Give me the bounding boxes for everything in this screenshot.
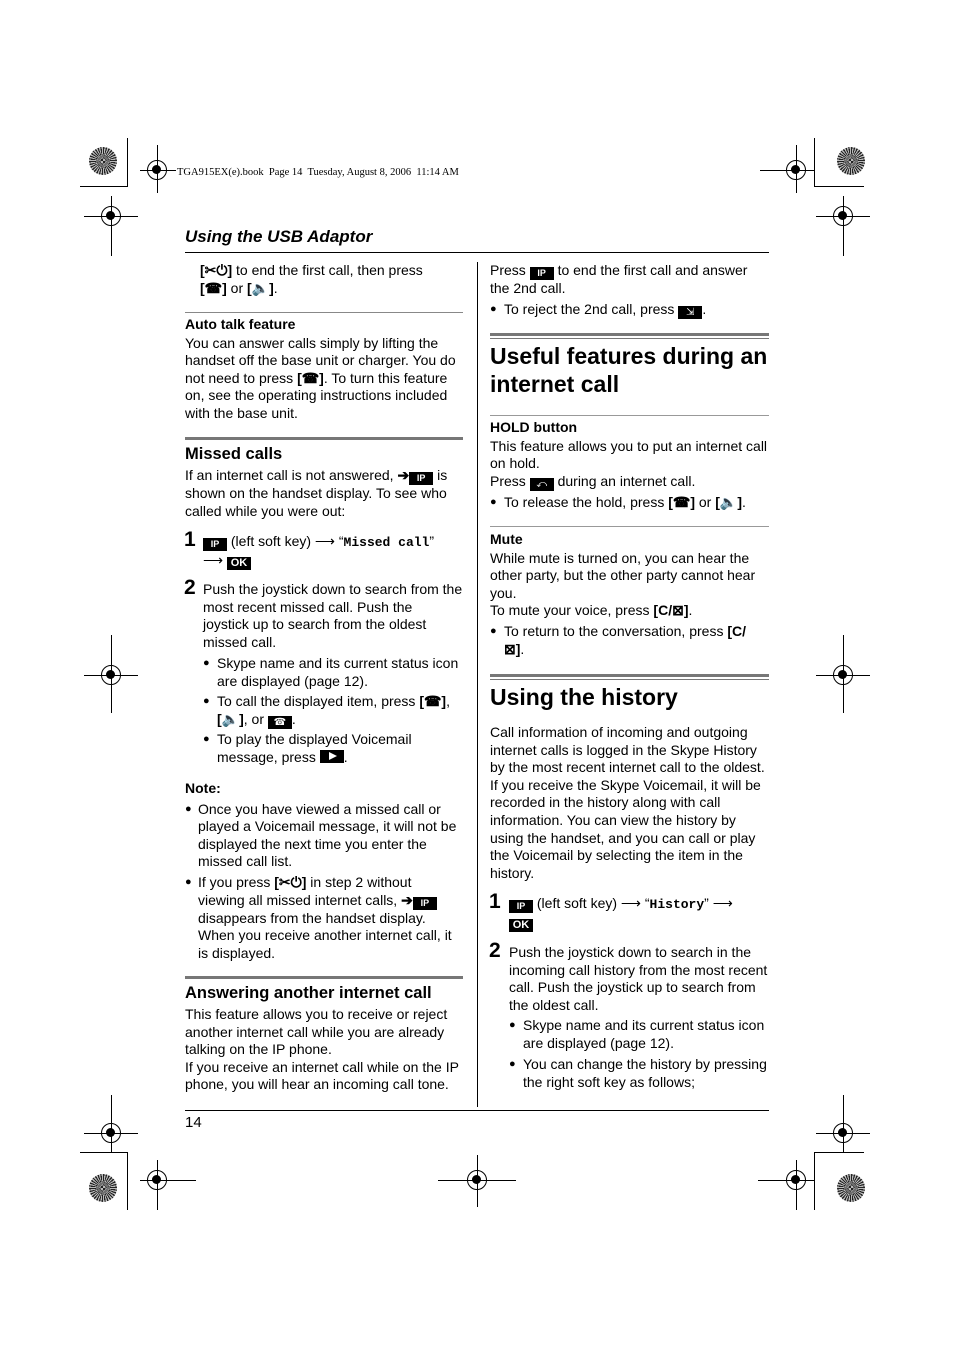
note-section: Note: ● Once you have viewed a missed call or played a Voicemail message, it will not be displayed the next time you enter the missed call list. ● If you press [✂⏻] in step 2 without viewing all missed internet calls, ➔ IP disappears from the handset display. When you receive another internet call, it is displayed. [185,780,465,962]
ip-key-icon: IP [509,900,533,913]
auto-talk-section: Auto talk feature You can answer calls simply by lifting the handset off the base unit or charger. You do not need to press [☎]. To turn this feature on, see the operating instructions included with the base unit. [185,316,465,423]
step-number: 1 [184,528,196,551]
answering-body: This feature allows you to receive or reject another internet call while you are already talking on the IP phone. If you receive an internet call while on the IP phone, you will hear an incoming call tone. [185,1006,459,1093]
answering-heading: Answering another internet call [185,984,432,1002]
mute-title: Mute [490,531,523,547]
history-step-2: Push the joystick down to search in the incoming call history from the most recent call. Push the joystick up to search from the oldest call. [509,944,768,1013]
useful-features-heading: Useful features during an internet call [490,343,768,397]
missed-step-1: IP (left soft key) ⟶ “Missed call” ⟶ OK [203,533,435,569]
missed-bullet-1: ● Skype name and its current status icon are displayed (page 12). [203,655,459,689]
play-key-icon [320,750,344,763]
step-number: 1 [489,890,501,913]
history-bullet-2: ● You can change the history by pressing the right soft key as follows; [509,1056,767,1090]
history-intro: Call information of incoming and outgoing internet calls is logged in the Skype History by the most recent internet call to the oldest. If you receive the Skype Voicemail, it will be recorded in the history along with call information. You can view the history by using the handset, and you can call or play the Voicemail by selecting the item in the history. [490,724,765,881]
missed-calls-heading: Missed calls [185,445,283,463]
hold-section: HOLD button This feature allows you to put an internet call on hold. Press ⤺ during an internet call. ● To release the hold, press [☎] or [🔈]. [490,419,775,511]
reject-key-icon: ⇲ [678,306,702,319]
note-title: Note: [185,780,221,796]
registration-star-icon [837,147,865,175]
missed-bullet-2: ● To call the displayed item, press [☎], [🔈], or ☎ . [203,693,450,728]
history-bullet-1: ● Skype name and its current status icon are displayed (page 12). [509,1017,765,1051]
right-intro: Press IP to end the first call and answer the 2nd call. ● To reject the 2nd call, press ⇲ . [490,262,748,318]
ip-key-icon: IP [413,897,437,910]
talk-key-icon: ☎ [268,716,292,729]
page-number: 14 [185,1114,202,1131]
registration-star-icon [89,1174,117,1202]
auto-talk-title: Auto talk feature [185,316,296,332]
running-head: Using the USB Adaptor [185,227,373,246]
ip-key-icon: IP [530,267,554,280]
ip-key-icon: IP [409,472,433,485]
print-header-note: TGA915EX(e).book Page 14 Tuesday, August 8, 2006 11:14 AM [177,167,459,178]
ok-key-icon: OK [509,919,533,932]
step-number: 2 [489,939,501,962]
missed-step-2: Push the joystick down to search from the most recent missed call. Push the joystick up to search from the oldest missed call. [203,581,463,650]
ip-key-icon: IP [203,538,227,551]
history-step-1: IP (left soft key) ⟶ “History” ⟶ OK [509,895,771,932]
mute-section: Mute While mute is turned on, you can hear the other party, but the other party cannot hear you. To mute your voice, press [C/⊠]. ● To return to the conversation, press [C/ ⊠]. [490,531,775,658]
ok-key-icon: OK [227,557,251,570]
step-number: 2 [184,576,196,599]
history-heading: Using the history [490,684,678,710]
registration-star-icon [89,147,117,175]
left-intro: [✂⏻] to end the first call, then press [☎] or [🔈]. [200,262,423,296]
hold-key-icon: ⤺ [530,478,554,491]
hold-title: HOLD button [490,419,578,435]
missed-calls-intro: If an internet call is not answered, ➔ IP is shown on the handset display. To see who called while you were out: [185,467,448,519]
registration-star-icon [837,1174,865,1202]
missed-bullet-3: ● To play the displayed Voicemail message, press . [203,731,412,765]
